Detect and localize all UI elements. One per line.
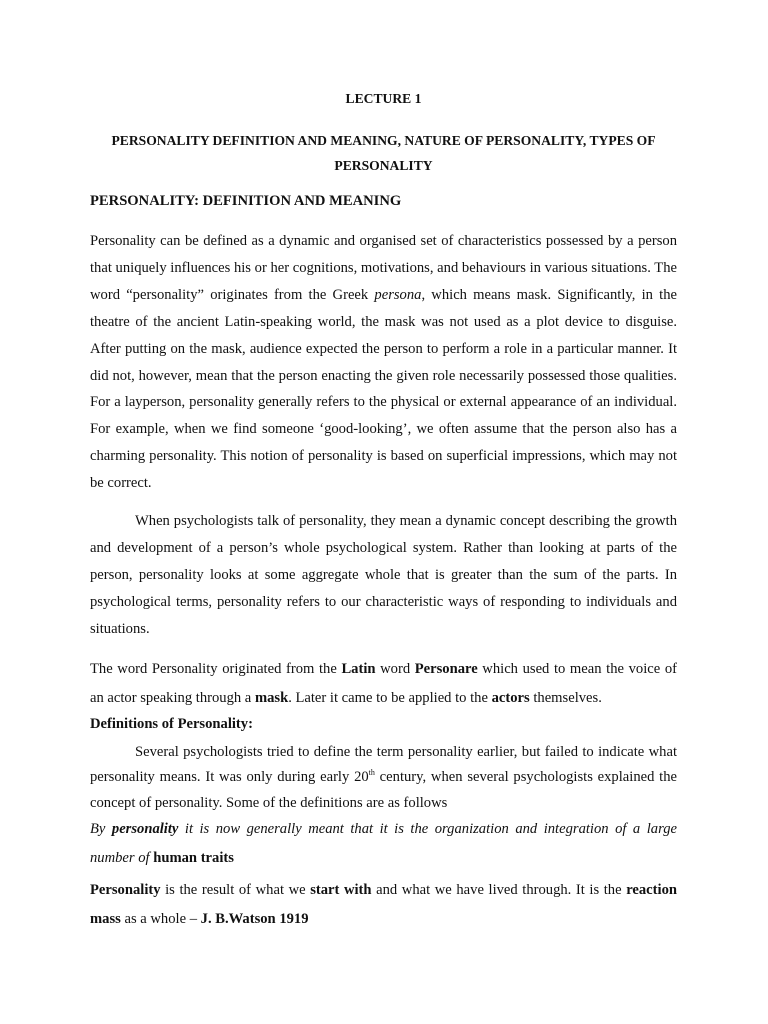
- document-title: PERSONALITY DEFINITION AND MEANING, NATURE OF PERSONALITY, TYPES OF PERSONALITY: [111, 133, 656, 173]
- definition-traits: [90, 815, 677, 872]
- definitions-text-2: century, when several psychologists explained the concept of personality. Some of the definitions are as follows: [90, 769, 678, 811]
- actors-term: actors: [491, 689, 530, 706]
- start-with-term: start with: [310, 882, 372, 898]
- origin-text-3: which used to mean the voice of an actor speaking through a: [90, 661, 677, 706]
- watson-text-3: as a whole –: [120, 910, 201, 927]
- definitions-heading: Definitions of Personality:: [90, 716, 253, 732]
- definitions-text-1: Several psychologists tried to define the term personality earlier, but failed to indicate what personality means. It was only during early 20: [90, 744, 677, 786]
- personality-term: personality: [111, 821, 179, 837]
- paragraph-intro-text-1: Personality can be defined as a dynamic and organised set of characteristics possessed by a person that uniquely influences his or her cognitions, motivations, and behaviours in various situations. The word “personality” originates from the Greek: [90, 233, 677, 303]
- paragraph-intro: [90, 228, 677, 497]
- origin-text-1: The word Personality originated from the: [90, 661, 342, 677]
- origin-text-5: themselves.: [529, 689, 602, 706]
- section-heading: PERSONALITY: DEFINITION AND MEANING: [90, 193, 402, 209]
- personare-term: Personare: [414, 661, 478, 677]
- personality-bold: Personality: [90, 882, 161, 898]
- definition-watson: [90, 876, 677, 933]
- reaction-mass-term: reaction mass: [90, 882, 677, 927]
- origin-text-4: . Later it came to be applied to the: [288, 689, 492, 706]
- superscript-th: th: [368, 768, 375, 778]
- paragraph-intro-text-2: , which means mask. Significantly, in the theatre of the ancient Latin-speaking world, the mask was not used as a plot device to disguise. After putting on the mask, audience expected the person to perform a role in a particular manner. It did not, however, mean that the person enacting the given role necessarily possessed those qualities. For a layperson, personality generally refers to the physical or external appearance of an individual. For example, when we find someone ‘good-looking’, we often assume that the person also has a charming personality. This notion of personality is based on superficial impressions, which may not be correct.: [90, 286, 677, 492]
- human-traits-term: human traits: [153, 849, 234, 866]
- paragraph-word-origin: [90, 655, 677, 712]
- paragraph-definitions-intro: [90, 740, 677, 816]
- traits-text-2: it is now generally meant that it is the organization and integration of a large number of: [90, 821, 677, 866]
- watson-text-2: and what we have lived through. It is the: [371, 882, 627, 898]
- mask-term: mask: [254, 689, 289, 706]
- origin-text-2: word: [375, 661, 415, 677]
- watson-text-1: is the result of what we: [160, 882, 311, 898]
- traits-text-1: By: [90, 821, 112, 837]
- persona-term: persona: [374, 286, 422, 303]
- watson-citation: J. B.Watson 1919: [200, 910, 309, 927]
- paragraph-psychologists: When psychologists talk of personality, they mean a dynamic concept describing the growth and development of a person’s whole psychological system. Rather than looking at parts of the person, personality looks at some aggregate whole that is greater than the sum of the parts. In psychological terms, personality refers to our characteristic ways of responding to individuals and situations.: [90, 513, 677, 637]
- latin-term: Latin: [341, 661, 376, 677]
- lecture-title: LECTURE 1: [345, 91, 422, 106]
